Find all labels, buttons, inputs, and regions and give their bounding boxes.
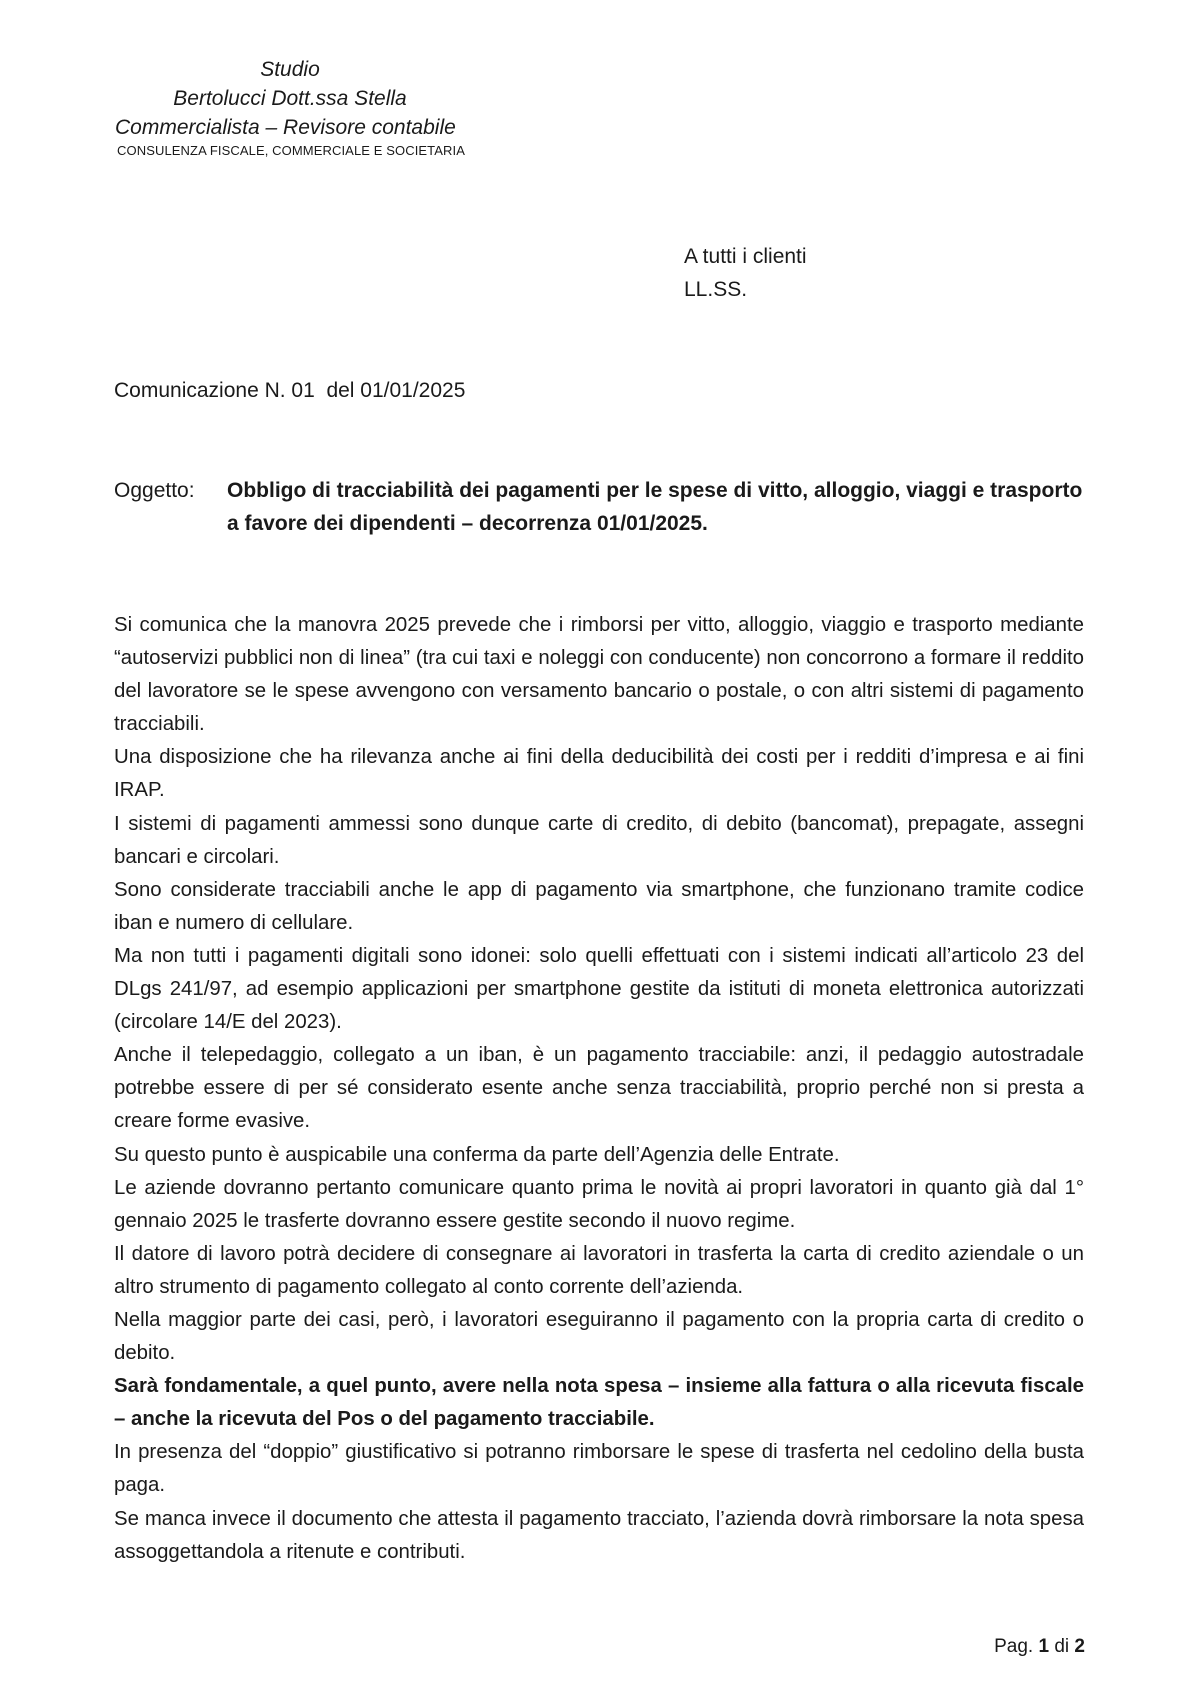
- body-paragraph: Sono considerate tracciabili anche le app di pagamento via smartphone, che funzionano tramite codice iban e numero di cellulare.: [114, 878, 1084, 934]
- page-number-total: 2: [1074, 1636, 1085, 1657]
- body-paragraph: Le aziende dovranno pertanto comunicare quanto prima le novità ai propri lavoratori in quanto già dal 1° gennaio 2025 le trasferte dovranno essere gestite secondo il nuovo regime.: [114, 1176, 1084, 1232]
- body-paragraph: Il datore di lavoro potrà decidere di consegnare ai lavoratori in trasferta la carta di credito aziendale o un altro strumento di pagamento collegato al conto corrente dell’azienda.: [114, 1242, 1084, 1298]
- page-number: [994, 1635, 1085, 1659]
- letterhead-services: CONSULENZA FISCALE, COMMERCIALE E SOCIETARIA: [117, 143, 466, 158]
- page-number-prefix: Pag.: [994, 1636, 1034, 1657]
- subject-label: Oggetto:: [114, 479, 195, 502]
- page-number-current: 1: [1038, 1636, 1050, 1657]
- letter-body: [114, 609, 1084, 1569]
- subject-block: [114, 474, 1084, 540]
- letterhead-studio: Studio: [260, 58, 320, 81]
- body-paragraph: I sistemi di pagamenti ammessi sono dunque carte di credito, di debito (bancomat), prepagate, assegni bancari e circolari.: [114, 812, 1084, 868]
- body-paragraph: Nella maggior parte dei casi, però, i lavoratori eseguiranno il pagamento con la propria carta di credito o debito.: [114, 1308, 1084, 1365]
- body-paragraph: Una disposizione che ha rilevanza anche ai fini della deducibilità dei costi per i redditi d’impresa e ai fini IRAP.: [114, 746, 1084, 802]
- body-paragraph: Se manca invece il documento che attesta il pagamento tracciato, l’azienda dovrà rimborsare la nota spesa assoggettandola a ritenute e contributi.: [114, 1507, 1084, 1563]
- body-paragraph: Su questo punto è auspicabile una conferma da parte dell’Agenzia delle Entrate.: [114, 1143, 840, 1166]
- body-paragraph: Anche il telepedaggio, collegato a un iban, è un pagamento tracciabile: anzi, il pedaggio autostradale potrebbe essere di per sé considerato esente anche senza tracciabilità, proprio perché non si presta a creare forme evasive.: [114, 1044, 1084, 1133]
- body-paragraph-emphasis: Sarà fondamentale, a quel punto, avere nella nota spesa – insieme alla fattura o alla ricevuta fiscale – anche la ricevuta del Pos o del pagamento tracciabile.: [114, 1375, 1084, 1431]
- subject-text: Obbligo di tracciabilità dei pagamenti per le spese di vitto, alloggio, viaggi e trasporto a favore dei dipendenti – decorrenza 01/01/2025.: [227, 479, 1083, 535]
- letterhead-name: Bertolucci Dott.ssa Stella: [173, 87, 407, 110]
- body-paragraph: In presenza del “doppio” giustificativo si potranno rimborsare le spese di trasferta nel cedolino della busta paga.: [114, 1441, 1084, 1497]
- letterhead: [100, 55, 480, 160]
- letterhead-profession: Commercialista – Revisore contabile: [115, 116, 456, 139]
- recipient-block: [684, 240, 807, 306]
- communication-reference: Comunicazione N. 01 del 01/01/2025: [114, 379, 466, 402]
- body-paragraph: Ma non tutti i pagamenti digitali sono idonei: solo quelli effettuati con i sistemi indicati all’articolo 23 del DLgs 241/97, ad esempio applicazioni per smartphone gestite da istituti di moneta elettronica autorizzati (circolare 14/E del 2023).: [114, 944, 1084, 1034]
- recipient-line-1: A tutti i clienti: [684, 245, 807, 268]
- recipient-line-2: LL.SS.: [684, 278, 748, 301]
- page-number-separator: di: [1054, 1636, 1070, 1657]
- body-paragraph: Si comunica che la manovra 2025 prevede che i rimborsi per vitto, alloggio, viaggio e trasporto mediante “autoservizi pubblici non di linea” (tra cui taxi e noleggi con conducente) non concorrono a formare il reddito del lavoratore se le spese avvengono con versamento bancario o postale, o con altri sistemi di pagamento tracciabili.: [114, 614, 1084, 736]
